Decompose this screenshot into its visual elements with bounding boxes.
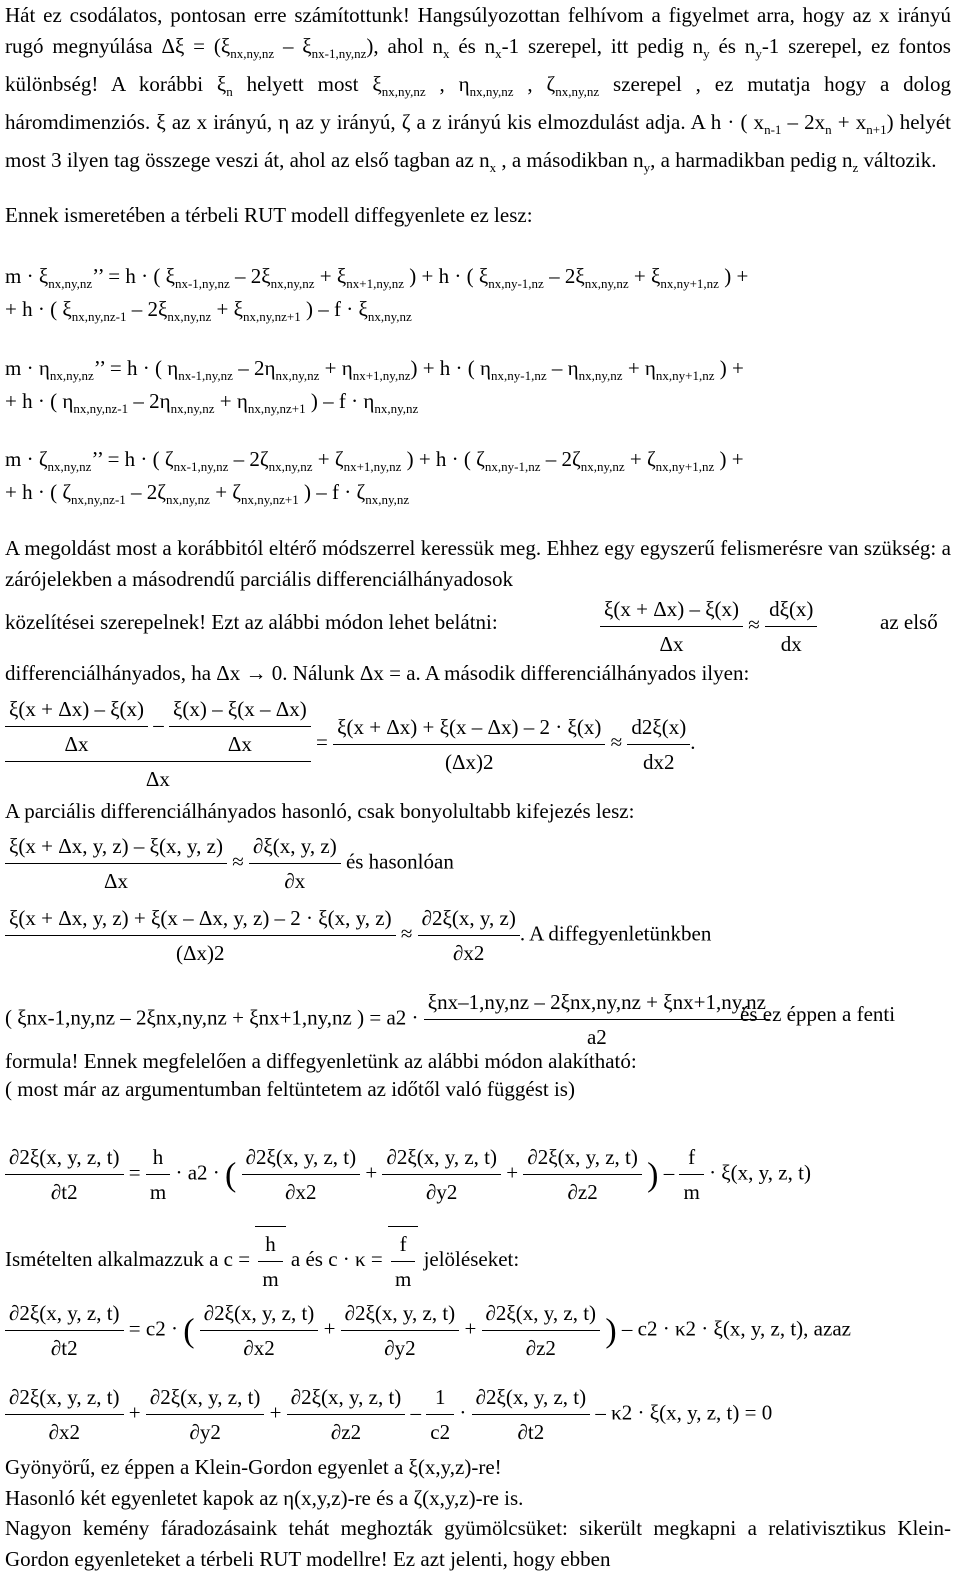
kg3-y-den: ∂y2 xyxy=(189,1420,221,1444)
d2-minus: – xyxy=(153,712,164,737)
kg2-x-den: ∂x2 xyxy=(243,1336,275,1360)
kg3-plus1: + xyxy=(128,1400,141,1425)
zeta-equation-line1: $m \cdot \zeta_{nx,ny,nz}$’’ = h · ( $\zeta_{nx-1,ny,nz} - 2\zeta_{nx,ny,nz} + \zeta_{nx+1,ny,nz}$ ) + h · ( $\zeta_{nx,ny-1,nz} - 2\zeta_{nx,ny,nz} + \zeta_{nx,ny+1,nz}$ ) + xyxy=(5,447,744,474)
kg3-t-num: ∂2ξ(x, y, z, t) xyxy=(472,1380,591,1415)
p-b-den: (Δx)2 xyxy=(176,941,225,965)
kg3-tail: – κ2 · ξ(x, y, z, t) = 0 xyxy=(595,1400,773,1425)
kg3-t-den: ∂t2 xyxy=(517,1420,545,1444)
partial-diffeq-text: . A diffegyenletünkben xyxy=(519,921,712,946)
d2-end: . xyxy=(690,729,696,754)
p-b-rnum: ∂2ξ(x, y, z) xyxy=(418,901,520,936)
conclusion-paragraph: Nagyon kemény fáradozásaink tehát meghozták gyümölcsüket: sikerült megkapni a relativisztikus Klein-Gordon egyenleteket a térbeli RUT modellre! Ez azt jelenti, hogy ebben xyxy=(5,1516,951,1571)
kg1-lden: ∂t2 xyxy=(50,1180,78,1204)
approx-symbol: ≈ xyxy=(748,612,760,637)
kg1-hm-num: h xyxy=(146,1140,170,1175)
d1-num: ξ(x + Δx) – ξ(x) xyxy=(600,592,743,627)
notation-end-text: jelöléseket: xyxy=(423,1246,520,1271)
kg-equation-2: $\frac{\partial 2\xi(x, y, z, t)}{\partial t2}$ = c2 · ( $\frac{\partial 2\xi(x, y, z, t)}{\partial x2}$ + $\frac{\partial 2\xi(x, y, z, t)}{\partial y2}$ + $\frac{\partial 2\xi(x, y, z, t)}{\partial z2}$ ) – c2 · κ2 · ξ(x, y, z, t), azaz xyxy=(5,1296,851,1365)
formula-paragraph: formula! Ennek megfelelően a diffegyenletünk az alábbi módon alakítható: xyxy=(5,1049,637,1073)
kg-equation-1: $\frac{\partial 2\xi(x, y, z, t)}{\partial t2}$ = $\frac{h}{m}$ · a2 · ( $\frac{\partial 2\xi(x, y, z, t)}{\partial x2}$ + $\frac{\partial 2\xi(x, y, z, t)}{\partial y2}$ + $\frac{\partial 2\xi(x, y, z, t)}{\partial z2}$ ) – $\frac{f}{m}$ · ξ(x, y, z, t) xyxy=(5,1140,811,1209)
d2-eq: = xyxy=(316,729,328,754)
kg2-lnum: ∂2ξ(x, y, z, t) xyxy=(5,1296,124,1331)
method-paragraph-end: az első xyxy=(880,610,938,634)
partial-second-formula xyxy=(5,901,711,970)
kg1-fm-num: f xyxy=(679,1140,703,1175)
eta-equation-line2: + h · ( $\eta_{nx,ny,nz-1} - 2\eta_{nx,ny,nz} + \eta_{nx,ny,nz+1}$ ) – $f \cdot \eta_{nx,ny,nz}$ xyxy=(5,389,419,416)
kg1-z-den: ∂z2 xyxy=(567,1180,598,1204)
d2-mid-den: (Δx)2 xyxy=(444,749,494,774)
substitution-text: és ez éppen a fenti xyxy=(740,1002,896,1026)
kg2-y-den: ∂y2 xyxy=(384,1336,416,1360)
kg3-z-num: ∂2ξ(x, y, z, t) xyxy=(287,1380,406,1415)
p-a-rden: ∂x xyxy=(284,869,306,893)
kg1-y-num: ∂2ξ(x, y, z, t) xyxy=(382,1140,501,1175)
d2-a-den: Δx xyxy=(64,732,89,756)
kg1-z-num: ∂2ξ(x, y, z, t) xyxy=(523,1140,642,1175)
substitution-formula xyxy=(5,985,770,1054)
d1-rden: dx xyxy=(780,632,802,656)
d2-a-num: ξ(x + Δx) – ξ(x) xyxy=(5,692,148,727)
c-den: m xyxy=(262,1267,279,1291)
kg2-lden: ∂t2 xyxy=(50,1336,78,1360)
kg3-c-den: c2 xyxy=(430,1420,451,1444)
d1-rnum: dξ(x) xyxy=(765,592,817,627)
kg1-tail: · ξ(x, y, z, t) xyxy=(709,1160,811,1185)
kg3-z-den: ∂z2 xyxy=(330,1420,362,1444)
conclusion-line-1: Gyönyörű, ez éppen a Klein-Gordon egyenlet a ξ(x,y,z)-re! xyxy=(5,1455,502,1479)
p-a-rnum: ∂ξ(x, y, z) xyxy=(249,829,341,864)
kg2-x-num: ∂2ξ(x, y, z, t) xyxy=(200,1296,319,1331)
d2-b-num: ξ(x) – ξ(x – Δx) xyxy=(169,692,311,727)
derivative-paragraph: differenciálhányados, ha Δx → 0. Nálunk Δx = a. A második differenciálhányados ilyen: xyxy=(5,661,750,685)
kg3-y-num: ∂2ξ(x, y, z, t) xyxy=(146,1380,265,1415)
method-paragraph-cont: közelítései szerepelnek! Ezt az alábbi módon lehet belátni: xyxy=(5,610,498,634)
kg2-plus1: + xyxy=(323,1316,336,1341)
notation-line xyxy=(5,1226,519,1296)
argument-note: ( most már az argumentumban feltüntetem az időtől való függést is) xyxy=(5,1077,575,1101)
eta-equation-line1: $m \cdot \eta_{nx,ny,nz}$’’ = h · ( $\eta_{nx-1,ny,nz} - 2\eta_{nx,ny,nz} + \eta_{nx+1,ny,nz}) + h$ · ( $\eta_{nx,ny-1,nz} - \eta_{nx,ny,nz} + \eta_{nx,ny+1,nz}$ ) + xyxy=(5,356,744,383)
kg1-lnum: ∂2ξ(x, y, z, t) xyxy=(5,1140,124,1175)
first-derivative-formula xyxy=(600,592,817,661)
kg1-hm-den: m xyxy=(149,1180,167,1204)
kg1-y-den: ∂y2 xyxy=(426,1180,458,1204)
kg2-plus2: + xyxy=(464,1316,477,1341)
kg2-tail: – c2 · κ2 · ξ(x, y, z, t) xyxy=(621,1316,804,1341)
conclusion-line-2: Hasonló két egyenletet kapok az η(x,y,z)-re és a ζ(x,y,z)-re is. xyxy=(5,1486,524,1510)
p-a-approx: ≈ xyxy=(232,849,244,874)
xi-equation-line1: $m \cdot \xi_{nx,ny,nz}$’’ = h · ( $\xi_{nx-1,ny,nz} - 2\xi_{nx,ny,nz} + \xi_{nx+1,ny,nz}$ ) + h · ( $\xi_{nx,ny-1,nz} - 2\xi_{nx,ny,nz} + \xi_{nx,ny+1,nz}$ ) + xyxy=(5,264,749,291)
kg1-minus: – xyxy=(663,1160,675,1185)
kg2-azaz: , azaz xyxy=(803,1316,851,1341)
kg2-z-num: ∂2ξ(x, y, z, t) xyxy=(482,1296,601,1331)
partial-paragraph: A parciális differenciálhányados hasonló, csak bonyolultabb kifejezés lesz: xyxy=(5,799,635,823)
method-paragraph: A megoldást most a korábbitól eltérő módszerrel keressük meg. Ehhez egy egyszerű felismerésre van szükség: a zárójelekben a másodrendű parciális differenciálhányadosok xyxy=(5,536,951,591)
kg1-plus1: + xyxy=(365,1160,378,1185)
kg2-eq: = c2 · xyxy=(128,1316,178,1341)
ck-num: f xyxy=(391,1227,415,1262)
c-num: h xyxy=(258,1227,282,1262)
kg1-eq: = xyxy=(128,1160,141,1185)
p-b-approx: ≈ xyxy=(400,921,413,946)
d2-mid-num: ξ(x + Δx) + ξ(x – Δx) – 2 · ξ(x) xyxy=(333,710,605,745)
d2-outer-den: Δx xyxy=(145,767,170,791)
second-derivative-formula xyxy=(5,692,695,796)
sub-den: a2 xyxy=(586,1025,607,1049)
kg1-a2: · a2 · xyxy=(175,1160,220,1185)
kg2-z-den: ∂z2 xyxy=(525,1336,556,1360)
d2-rnum: d2ξ(x) xyxy=(627,710,690,745)
p-a-num: ξ(x + Δx, y, z) – ξ(x, y, z) xyxy=(5,829,227,864)
kg2-y-num: ∂2ξ(x, y, z, t) xyxy=(341,1296,460,1331)
notation-c-text: Ismételten alkalmazzuk a c = xyxy=(5,1246,251,1271)
d2-b-den: Δx xyxy=(227,732,252,756)
kg-equation-3 xyxy=(5,1380,772,1449)
kg3-dot: · xyxy=(459,1400,467,1425)
sub-left: ( ξnx-1,ny,nz – 2ξnx,ny,nz + ξnx+1,ny,nz ) = a2 · xyxy=(5,1005,419,1030)
p-a-den: Δx xyxy=(103,869,128,893)
kg3-x-num: ∂2ξ(x, y, z, t) xyxy=(5,1380,124,1415)
partial-similar-text: és hasonlóan xyxy=(345,849,454,874)
ck-den: m xyxy=(394,1267,412,1291)
xi-equation-line2: + h · ( $\xi_{nx,ny,nz-1} - 2\xi_{nx,ny,nz} + \xi_{nx,ny,nz+1}$ ) – $f \cdot \xi_{nx,ny,nz}$ xyxy=(5,297,412,324)
kg3-c-num: 1 xyxy=(426,1380,454,1415)
sub-num: ξnx–1,ny,nz – 2ξnx,ny,nz + ξnx+1,ny,nz xyxy=(424,985,770,1020)
kg3-plus2: + xyxy=(269,1400,282,1425)
kg1-plus2: + xyxy=(506,1160,519,1185)
d1-den: Δx xyxy=(659,632,684,656)
partial-first-formula xyxy=(5,829,454,898)
p-b-num: ξ(x + Δx, y, z) + ξ(x – Δx, y, z) – 2 · ξ(x, y, z) xyxy=(5,901,396,936)
kg1-x-num: ∂2ξ(x, y, z, t) xyxy=(242,1140,361,1175)
d2-approx: ≈ xyxy=(610,729,623,754)
notation-ck-text: a és c · κ = xyxy=(290,1246,383,1271)
kg3-minus: – xyxy=(410,1400,422,1425)
kg1-fm-den: m xyxy=(683,1180,700,1204)
kg1-x-den: ∂x2 xyxy=(285,1180,317,1204)
zeta-equation-line2: + h · ( $\zeta_{nx,ny,nz-1} - 2\zeta_{nx,ny,nz} + \zeta_{nx,ny,nz+1}$ ) – $f \cdot \zeta_{nx,ny,nz}$ xyxy=(5,480,410,507)
p-b-rden: ∂x2 xyxy=(453,941,485,965)
paragraph-intro-equations: Ennek ismeretében a térbeli RUT modell diffegyenlete ez lesz: xyxy=(5,203,533,227)
intro-paragraph: Hát ez csodálatos, pontosan erre számítottunk! Hangsúlyozottan felhívom a figyelmet arra, hogy az x irányú rugó megnyúlása $\Delta\xi = (\xi_{nx,ny,nz} - \xi_{nx-1,ny,nz})$, ahol $n_x$ és $n_x-1$ szerepel, itt pedig $n_y$ és $n_y-1$ szerepel, ez fontos különbség! A korábbi $\xi_n$ helyett most $\xi_{nx,ny,nz}$ , $\eta_{nx,ny,nz}$ , $\zeta_{nx,ny,nz}$ szerepel , ez mutatja hogy a dolog háromdimenziós. ξ az x irányú, η az y irányú, ζ a z irányú kis elmozdulást adja. A h · ( $x_{n-1} - 2x_n + x_{n+1}$) helyét most 3 ilyen tag összege veszi át, ahol az első tagban az $n_x$ , a másodikban $n_y$, a harmadikban pedig $n_z$ változik. xyxy=(5,3,952,175)
d2-rden: dx2 xyxy=(643,749,675,774)
kg3-x-den: ∂x2 xyxy=(48,1420,80,1444)
